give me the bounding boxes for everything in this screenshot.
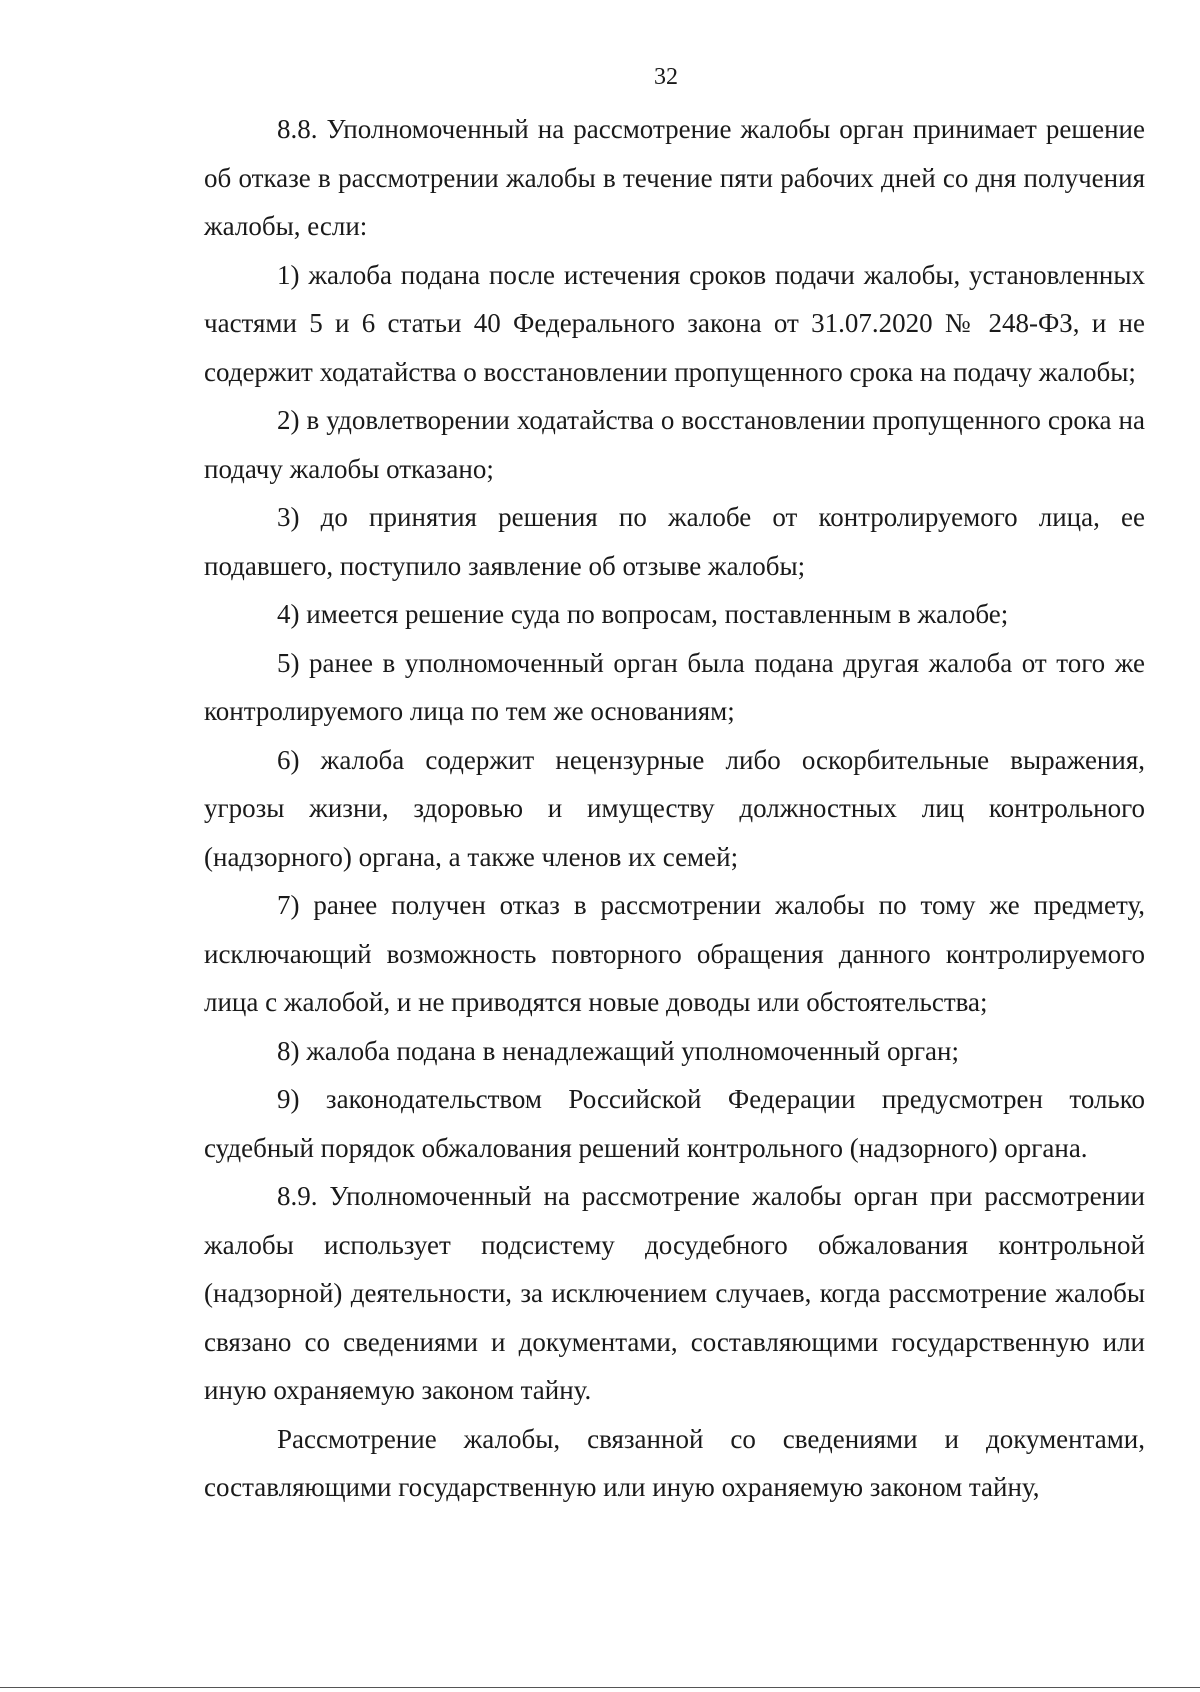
list-item-6: 6) жалоба содержит нецензурные либо оскорбительные выражения, угрозы жизни, здоровью и имуществу должностных лиц контрольного (надзорного) органа, а также членов их семей; (204, 744, 1145, 872)
paragraph-8-8: 8.8. Уполномоченный на рассмотрение жалобы орган принимает решение об отказе в рассмотрении жалобы в течение пяти рабочих дней со дня получения жалобы, если: (204, 114, 1145, 241)
list-item-4: 4) имеется решение суда по вопросам, поставленным в жалобе; (277, 599, 1009, 629)
list-item-5: 5) ранее в уполномоченный орган была подана другая жалоба от того же контролируемого лица по тем же основаниям; (204, 647, 1145, 726)
paragraph-continuation: Рассмотрение жалобы, связанной со сведениями и документами, составляющими государственную или иную охраняемую законом тайну, (204, 1423, 1145, 1502)
paragraph-8-9: 8.9. Уполномоченный на рассмотрение жалобы орган при рассмотрении жалобы использует подсистему досудебного обжалования контрольной (надзорной) деятельности, за исключением случаев, когда рассмотрение жалобы связано со сведениями и документами, составляющими государственную или иную охраняемую законом тайну. (204, 1181, 1145, 1405)
page-number: 32 (654, 64, 678, 90)
list-item-1: 1) жалоба подана после истечения сроков подачи жалобы, установленных частями 5 и 6 статьи 40 Федерального закона от 31.07.2020 № 248-ФЗ, и не содержит ходатайства о восстановлении пропущенного срока на подачу жалобы; (204, 259, 1145, 387)
list-item-2: 2) в удовлетворении ходатайства о восстановлении пропущенного срока на подачу жалобы отказано; (204, 405, 1145, 484)
list-item-7: 7) ранее получен отказ в рассмотрении жалобы по тому же предмету, исключающий возможность повторного обращения данного контролируемого лица с жалобой, и не приводятся новые доводы или обстоятельства; (204, 890, 1145, 1017)
list-item-3: 3) до принятия решения по жалобе от контролируемого лица, ее подавшего, поступило заявление об отзыве жалобы; (204, 502, 1145, 581)
list-item-9: 9) законодательством Российской Федерации предусмотрен только судебный порядок обжалования решений контрольного (надзорного) органа. (204, 1084, 1145, 1163)
list-item-8: 8) жалоба подана в ненадлежащий уполномоченный орган; (277, 1035, 959, 1066)
page-bottom-edge (0, 1687, 1200, 1688)
document-body (204, 105, 1145, 1512)
